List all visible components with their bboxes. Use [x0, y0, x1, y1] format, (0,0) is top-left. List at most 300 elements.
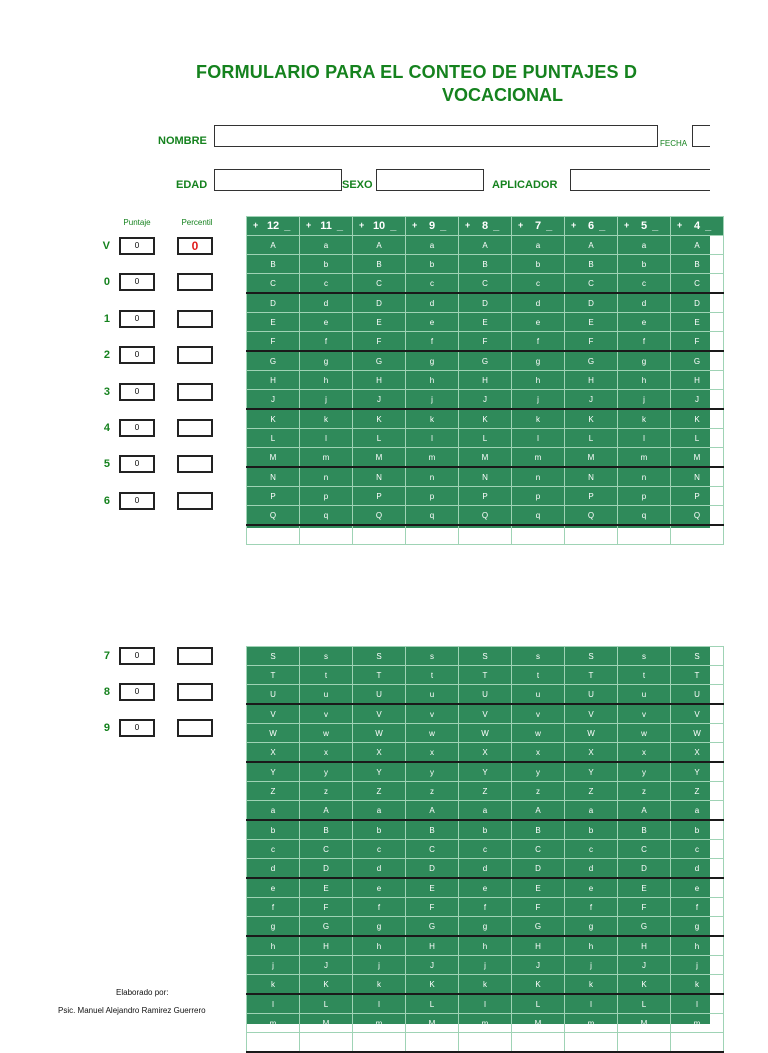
grid-cell[interactable]: x — [300, 743, 353, 763]
grid-cell[interactable]: C — [565, 274, 618, 294]
grid-cell[interactable]: U — [247, 685, 300, 705]
grid-cell[interactable]: D — [512, 859, 565, 879]
grid-cell[interactable]: n — [565, 1033, 618, 1053]
grid-cell[interactable]: Q — [247, 506, 300, 526]
grid-cell[interactable]: f — [618, 332, 671, 352]
grid-cell[interactable]: G — [353, 351, 406, 371]
grid-cell[interactable]: G — [300, 917, 353, 937]
grid-cell[interactable]: V — [459, 704, 512, 724]
grid-cell[interactable]: w — [406, 724, 459, 743]
grid-cell[interactable]: S — [247, 647, 300, 666]
grid-cell[interactable]: J — [459, 390, 512, 410]
grid-cell[interactable]: n — [512, 467, 565, 487]
grid-cell[interactable]: j — [406, 390, 459, 410]
aplicador-field[interactable] — [570, 169, 710, 191]
grid-cell[interactable]: a — [512, 236, 565, 255]
grid-cell[interactable]: a — [247, 801, 300, 821]
grid-cell[interactable]: v — [406, 704, 459, 724]
grid-cell[interactable]: Z — [565, 782, 618, 801]
grid-cell[interactable]: N — [459, 467, 512, 487]
grid-cell[interactable]: T — [565, 666, 618, 685]
grid-cell[interactable]: g — [300, 351, 353, 371]
grid-cell[interactable]: W — [459, 724, 512, 743]
grid-cell[interactable]: P — [459, 487, 512, 506]
grid-cell[interactable]: R — [459, 525, 512, 545]
grid-cell[interactable]: f — [406, 332, 459, 352]
grid-cell[interactable]: U — [671, 685, 724, 705]
grid-cell[interactable]: l — [565, 994, 618, 1014]
grid-cell[interactable]: T — [459, 666, 512, 685]
grid-cell[interactable]: f — [565, 898, 618, 917]
grid-cell[interactable]: b — [300, 255, 353, 274]
grid-cell[interactable]: T — [247, 666, 300, 685]
grid-cell[interactable]: d — [459, 859, 512, 879]
grid-cell[interactable]: X — [247, 743, 300, 763]
grid-cell[interactable]: j — [300, 390, 353, 410]
grid-cell[interactable]: a — [406, 236, 459, 255]
grid-cell[interactable]: z — [618, 782, 671, 801]
grid-cell[interactable]: F — [671, 332, 724, 352]
grid-cell[interactable]: b — [512, 255, 565, 274]
grid-cell[interactable]: q — [300, 506, 353, 526]
grid-cell[interactable]: N — [353, 467, 406, 487]
grid-cell[interactable]: L — [512, 994, 565, 1014]
grid-cell[interactable]: B — [353, 255, 406, 274]
grid-cell[interactable]: K — [406, 975, 459, 995]
grid-cell[interactable]: C — [671, 274, 724, 294]
grid-cell[interactable]: e — [671, 878, 724, 898]
grid-cell[interactable]: M — [300, 1014, 353, 1033]
grid-cell[interactable]: D — [459, 293, 512, 313]
grid-cell[interactable]: X — [671, 743, 724, 763]
grid-cell[interactable]: m — [353, 1014, 406, 1033]
grid-cell[interactable]: w — [300, 724, 353, 743]
grid-cell[interactable]: g — [247, 917, 300, 937]
grid-cell[interactable]: K — [459, 409, 512, 429]
grid-cell[interactable]: k — [459, 975, 512, 995]
grid-cell[interactable]: A — [406, 801, 459, 821]
grid-cell[interactable]: H — [671, 371, 724, 390]
grid-cell[interactable]: A — [671, 236, 724, 255]
grid-cell[interactable]: f — [247, 898, 300, 917]
grid-cell[interactable]: A — [512, 801, 565, 821]
grid-cell[interactable]: Z — [459, 782, 512, 801]
grid-cell[interactable]: M — [406, 1014, 459, 1033]
grid-cell[interactable]: K — [353, 409, 406, 429]
grid-cell[interactable]: H — [247, 371, 300, 390]
grid-cell[interactable]: h — [247, 936, 300, 956]
grid-cell[interactable]: q — [406, 506, 459, 526]
grid-cell[interactable]: A — [300, 801, 353, 821]
grid-cell[interactable]: U — [459, 685, 512, 705]
grid-cell[interactable]: W — [247, 724, 300, 743]
grid-cell[interactable]: S — [671, 647, 724, 666]
grid-cell[interactable]: Z — [247, 782, 300, 801]
grid-cell[interactable]: e — [512, 313, 565, 332]
grid-cell[interactable]: a — [671, 801, 724, 821]
grid-cell[interactable]: p — [512, 487, 565, 506]
grid-cell[interactable]: m — [671, 1014, 724, 1033]
grid-cell[interactable]: E — [512, 878, 565, 898]
grid-cell[interactable]: g — [512, 351, 565, 371]
grid-cell[interactable]: c — [671, 840, 724, 859]
grid-cell[interactable]: V — [247, 704, 300, 724]
grid-cell[interactable]: r — [406, 525, 459, 545]
puntaje-box[interactable]: 0 — [119, 683, 155, 701]
grid-cell[interactable]: J — [565, 390, 618, 410]
grid-cell[interactable]: j — [618, 390, 671, 410]
grid-cell[interactable]: C — [353, 274, 406, 294]
grid-cell[interactable]: C — [459, 274, 512, 294]
grid-cell[interactable]: M — [565, 448, 618, 468]
grid-cell[interactable]: z — [300, 782, 353, 801]
grid-cell[interactable]: d — [300, 293, 353, 313]
grid-cell[interactable]: b — [565, 820, 618, 840]
grid-cell[interactable]: Y — [671, 762, 724, 782]
grid-cell[interactable]: K — [247, 409, 300, 429]
grid-cell[interactable]: M — [671, 448, 724, 468]
grid-cell[interactable]: d — [353, 859, 406, 879]
grid-cell[interactable]: F — [247, 332, 300, 352]
grid-cell[interactable]: k — [618, 409, 671, 429]
grid-cell[interactable]: E — [459, 313, 512, 332]
grid-cell[interactable]: G — [565, 351, 618, 371]
grid-cell[interactable]: D — [353, 293, 406, 313]
grid-cell[interactable]: P — [353, 487, 406, 506]
grid-cell[interactable]: w — [512, 724, 565, 743]
grid-cell[interactable]: F — [512, 898, 565, 917]
grid-cell[interactable]: J — [671, 390, 724, 410]
grid-cell[interactable]: k — [406, 409, 459, 429]
grid-cell[interactable]: T — [353, 666, 406, 685]
grid-cell[interactable]: L — [565, 429, 618, 448]
grid-cell[interactable]: n — [353, 1033, 406, 1053]
grid-cell[interactable]: e — [353, 878, 406, 898]
grid-cell[interactable]: r — [618, 525, 671, 545]
grid-cell[interactable]: J — [406, 956, 459, 975]
grid-cell[interactable]: k — [353, 975, 406, 995]
percentil-box[interactable] — [177, 683, 213, 701]
puntaje-box[interactable]: 0 — [119, 310, 155, 328]
grid-cell[interactable]: x — [406, 743, 459, 763]
grid-cell[interactable]: D — [300, 859, 353, 879]
grid-cell[interactable]: H — [353, 371, 406, 390]
grid-cell[interactable]: v — [618, 704, 671, 724]
puntaje-box[interactable]: 0 — [119, 455, 155, 473]
grid-cell[interactable]: h — [459, 936, 512, 956]
nombre-field[interactable] — [214, 125, 658, 147]
grid-cell[interactable]: c — [512, 274, 565, 294]
grid-cell[interactable]: l — [618, 429, 671, 448]
grid-cell[interactable]: D — [671, 293, 724, 313]
grid-cell[interactable]: h — [512, 371, 565, 390]
grid-cell[interactable]: Y — [459, 762, 512, 782]
percentil-box[interactable] — [177, 647, 213, 665]
grid-cell[interactable]: t — [406, 666, 459, 685]
grid-cell[interactable]: M — [618, 1014, 671, 1033]
grid-cell[interactable]: N — [565, 467, 618, 487]
grid-cell[interactable]: L — [247, 429, 300, 448]
grid-cell[interactable]: C — [300, 840, 353, 859]
grid-cell[interactable]: t — [512, 666, 565, 685]
grid-cell[interactable]: B — [618, 820, 671, 840]
grid-cell[interactable]: n — [300, 467, 353, 487]
grid-cell[interactable]: B — [406, 820, 459, 840]
grid-cell[interactable]: W — [353, 724, 406, 743]
grid-cell[interactable]: d — [247, 859, 300, 879]
grid-cell[interactable]: P — [247, 487, 300, 506]
grid-cell[interactable]: g — [459, 917, 512, 937]
grid-cell[interactable]: G — [671, 351, 724, 371]
grid-cell[interactable]: L — [353, 429, 406, 448]
grid-cell[interactable]: C — [512, 840, 565, 859]
grid-cell[interactable]: d — [406, 293, 459, 313]
grid-cell[interactable]: J — [618, 956, 671, 975]
percentil-box[interactable] — [177, 383, 213, 401]
grid-cell[interactable]: z — [512, 782, 565, 801]
grid-cell[interactable]: d — [671, 859, 724, 879]
grid-cell[interactable]: M — [247, 448, 300, 468]
grid-cell[interactable]: j — [671, 956, 724, 975]
grid-cell[interactable]: Y — [247, 762, 300, 782]
grid-cell[interactable]: L — [300, 994, 353, 1014]
grid-cell[interactable]: e — [618, 313, 671, 332]
grid-cell[interactable]: K — [300, 975, 353, 995]
grid-cell[interactable]: C — [406, 840, 459, 859]
grid-cell[interactable]: a — [300, 236, 353, 255]
grid-cell[interactable]: x — [618, 743, 671, 763]
grid-cell[interactable]: l — [353, 994, 406, 1014]
grid-cell[interactable]: N — [618, 1033, 671, 1053]
grid-cell[interactable]: b — [406, 255, 459, 274]
grid-cell[interactable]: c — [618, 274, 671, 294]
grid-cell[interactable]: c — [406, 274, 459, 294]
grid-cell[interactable]: B — [565, 255, 618, 274]
grid-cell[interactable]: L — [671, 429, 724, 448]
grid-cell[interactable]: A — [618, 801, 671, 821]
grid-cell[interactable]: N — [247, 467, 300, 487]
grid-cell[interactable]: b — [353, 820, 406, 840]
grid-cell[interactable]: m — [512, 448, 565, 468]
grid-cell[interactable]: b — [618, 255, 671, 274]
grid-cell[interactable]: d — [618, 293, 671, 313]
percentil-box[interactable] — [177, 310, 213, 328]
percentil-box[interactable] — [177, 419, 213, 437]
grid-cell[interactable]: m — [565, 1014, 618, 1033]
grid-cell[interactable]: f — [353, 898, 406, 917]
grid-cell[interactable]: Y — [353, 762, 406, 782]
grid-cell[interactable]: G — [618, 917, 671, 937]
grid-cell[interactable]: r — [300, 525, 353, 545]
grid-cell[interactable]: J — [353, 390, 406, 410]
grid-cell[interactable]: D — [406, 859, 459, 879]
grid-cell[interactable]: m — [247, 1014, 300, 1033]
grid-cell[interactable]: C — [247, 274, 300, 294]
grid-cell[interactable]: p — [618, 487, 671, 506]
puntaje-box[interactable]: 0 — [119, 492, 155, 510]
grid-cell[interactable]: d — [512, 293, 565, 313]
grid-cell[interactable]: g — [406, 351, 459, 371]
grid-cell[interactable]: H — [512, 936, 565, 956]
grid-cell[interactable]: a — [618, 236, 671, 255]
grid-cell[interactable]: t — [300, 666, 353, 685]
grid-cell[interactable]: a — [459, 801, 512, 821]
grid-cell[interactable]: B — [300, 820, 353, 840]
grid-cell[interactable]: k — [300, 409, 353, 429]
grid-cell[interactable]: E — [671, 313, 724, 332]
grid-cell[interactable]: m — [618, 448, 671, 468]
grid-cell[interactable]: Q — [459, 506, 512, 526]
grid-cell[interactable]: R — [671, 525, 724, 545]
grid-cell[interactable]: M — [353, 448, 406, 468]
grid-cell[interactable]: m — [406, 448, 459, 468]
puntaje-box[interactable]: 0 — [119, 419, 155, 437]
grid-cell[interactable]: T — [671, 666, 724, 685]
grid-cell[interactable]: u — [512, 685, 565, 705]
puntaje-box[interactable]: 0 — [119, 273, 155, 291]
grid-cell[interactable]: U — [565, 685, 618, 705]
percentil-box[interactable] — [177, 273, 213, 291]
grid-cell[interactable]: Q — [565, 506, 618, 526]
grid-cell[interactable]: s — [300, 647, 353, 666]
grid-cell[interactable]: H — [565, 371, 618, 390]
grid-cell[interactable]: y — [300, 762, 353, 782]
grid-cell[interactable]: K — [512, 975, 565, 995]
grid-cell[interactable]: B — [247, 255, 300, 274]
grid-cell[interactable]: J — [247, 390, 300, 410]
percentil-box[interactable] — [177, 346, 213, 364]
grid-cell[interactable]: l — [300, 429, 353, 448]
grid-cell[interactable]: u — [406, 685, 459, 705]
grid-cell[interactable]: z — [406, 782, 459, 801]
grid-cell[interactable]: E — [565, 313, 618, 332]
grid-cell[interactable]: G — [406, 917, 459, 937]
grid-cell[interactable]: P — [565, 487, 618, 506]
grid-cell[interactable]: V — [565, 704, 618, 724]
percentil-box[interactable]: 0 — [177, 237, 213, 255]
grid-cell[interactable]: j — [247, 956, 300, 975]
grid-cell[interactable]: M — [512, 1014, 565, 1033]
puntaje-box[interactable]: 0 — [119, 346, 155, 364]
grid-cell[interactable]: m — [300, 448, 353, 468]
grid-cell[interactable]: W — [671, 724, 724, 743]
grid-cell[interactable]: S — [459, 647, 512, 666]
grid-cell[interactable]: V — [671, 704, 724, 724]
grid-cell[interactable]: d — [565, 859, 618, 879]
grid-cell[interactable]: f — [512, 332, 565, 352]
grid-cell[interactable]: y — [512, 762, 565, 782]
grid-cell[interactable]: E — [353, 313, 406, 332]
grid-cell[interactable]: h — [671, 936, 724, 956]
grid-cell[interactable]: G — [512, 917, 565, 937]
percentil-box[interactable] — [177, 455, 213, 473]
grid-cell[interactable]: r — [512, 525, 565, 545]
grid-cell[interactable]: M — [459, 448, 512, 468]
grid-cell[interactable]: k — [247, 975, 300, 995]
grid-cell[interactable]: R — [353, 525, 406, 545]
grid-cell[interactable]: Q — [353, 506, 406, 526]
grid-cell[interactable]: H — [300, 936, 353, 956]
grid-cell[interactable]: c — [565, 840, 618, 859]
grid-cell[interactable]: k — [512, 409, 565, 429]
grid-cell[interactable]: U — [353, 685, 406, 705]
grid-cell[interactable]: n — [671, 1033, 724, 1053]
grid-cell[interactable]: F — [618, 898, 671, 917]
grid-cell[interactable]: s — [512, 647, 565, 666]
grid-cell[interactable]: x — [512, 743, 565, 763]
grid-cell[interactable]: v — [300, 704, 353, 724]
grid-cell[interactable]: e — [300, 313, 353, 332]
grid-cell[interactable]: E — [247, 313, 300, 332]
grid-cell[interactable]: L — [618, 994, 671, 1014]
grid-cell[interactable]: b — [247, 820, 300, 840]
grid-cell[interactable]: Q — [671, 506, 724, 526]
grid-cell[interactable]: g — [565, 917, 618, 937]
grid-cell[interactable]: h — [300, 371, 353, 390]
grid-cell[interactable]: B — [459, 255, 512, 274]
grid-cell[interactable]: l — [247, 994, 300, 1014]
grid-cell[interactable]: e — [565, 878, 618, 898]
grid-cell[interactable]: D — [565, 293, 618, 313]
grid-cell[interactable]: A — [459, 236, 512, 255]
grid-cell[interactable]: c — [459, 840, 512, 859]
grid-cell[interactable]: m — [459, 1014, 512, 1033]
grid-cell[interactable]: R — [247, 525, 300, 545]
grid-cell[interactable]: f — [459, 898, 512, 917]
grid-cell[interactable]: u — [618, 685, 671, 705]
grid-cell[interactable]: l — [406, 429, 459, 448]
grid-cell[interactable]: j — [353, 956, 406, 975]
grid-cell[interactable]: F — [565, 332, 618, 352]
grid-cell[interactable]: n — [247, 1033, 300, 1053]
grid-cell[interactable]: A — [565, 236, 618, 255]
grid-cell[interactable]: j — [565, 956, 618, 975]
grid-cell[interactable]: h — [353, 936, 406, 956]
grid-cell[interactable]: g — [353, 917, 406, 937]
grid-cell[interactable]: j — [459, 956, 512, 975]
grid-cell[interactable]: s — [406, 647, 459, 666]
grid-cell[interactable]: A — [353, 236, 406, 255]
grid-cell[interactable]: p — [406, 487, 459, 506]
puntaje-box[interactable]: 0 — [119, 237, 155, 255]
grid-cell[interactable]: v — [512, 704, 565, 724]
fecha-field[interactable] — [692, 125, 710, 147]
grid-cell[interactable]: b — [459, 820, 512, 840]
grid-cell[interactable]: N — [671, 467, 724, 487]
grid-cell[interactable]: g — [671, 917, 724, 937]
grid-cell[interactable]: A — [247, 236, 300, 255]
grid-cell[interactable]: F — [300, 898, 353, 917]
grid-cell[interactable]: Y — [565, 762, 618, 782]
grid-cell[interactable]: X — [459, 743, 512, 763]
grid-cell[interactable]: S — [565, 647, 618, 666]
percentil-box[interactable] — [177, 719, 213, 737]
grid-cell[interactable]: e — [459, 878, 512, 898]
grid-cell[interactable]: C — [618, 840, 671, 859]
grid-cell[interactable]: y — [406, 762, 459, 782]
grid-cell[interactable]: N — [512, 1033, 565, 1053]
grid-cell[interactable]: N — [300, 1033, 353, 1053]
puntaje-box[interactable]: 0 — [119, 647, 155, 665]
grid-cell[interactable]: J — [300, 956, 353, 975]
grid-cell[interactable]: E — [618, 878, 671, 898]
edad-field[interactable] — [214, 169, 342, 191]
grid-cell[interactable]: t — [618, 666, 671, 685]
grid-cell[interactable]: D — [618, 859, 671, 879]
grid-cell[interactable]: P — [671, 487, 724, 506]
grid-cell[interactable]: L — [459, 429, 512, 448]
grid-cell[interactable]: a — [353, 801, 406, 821]
